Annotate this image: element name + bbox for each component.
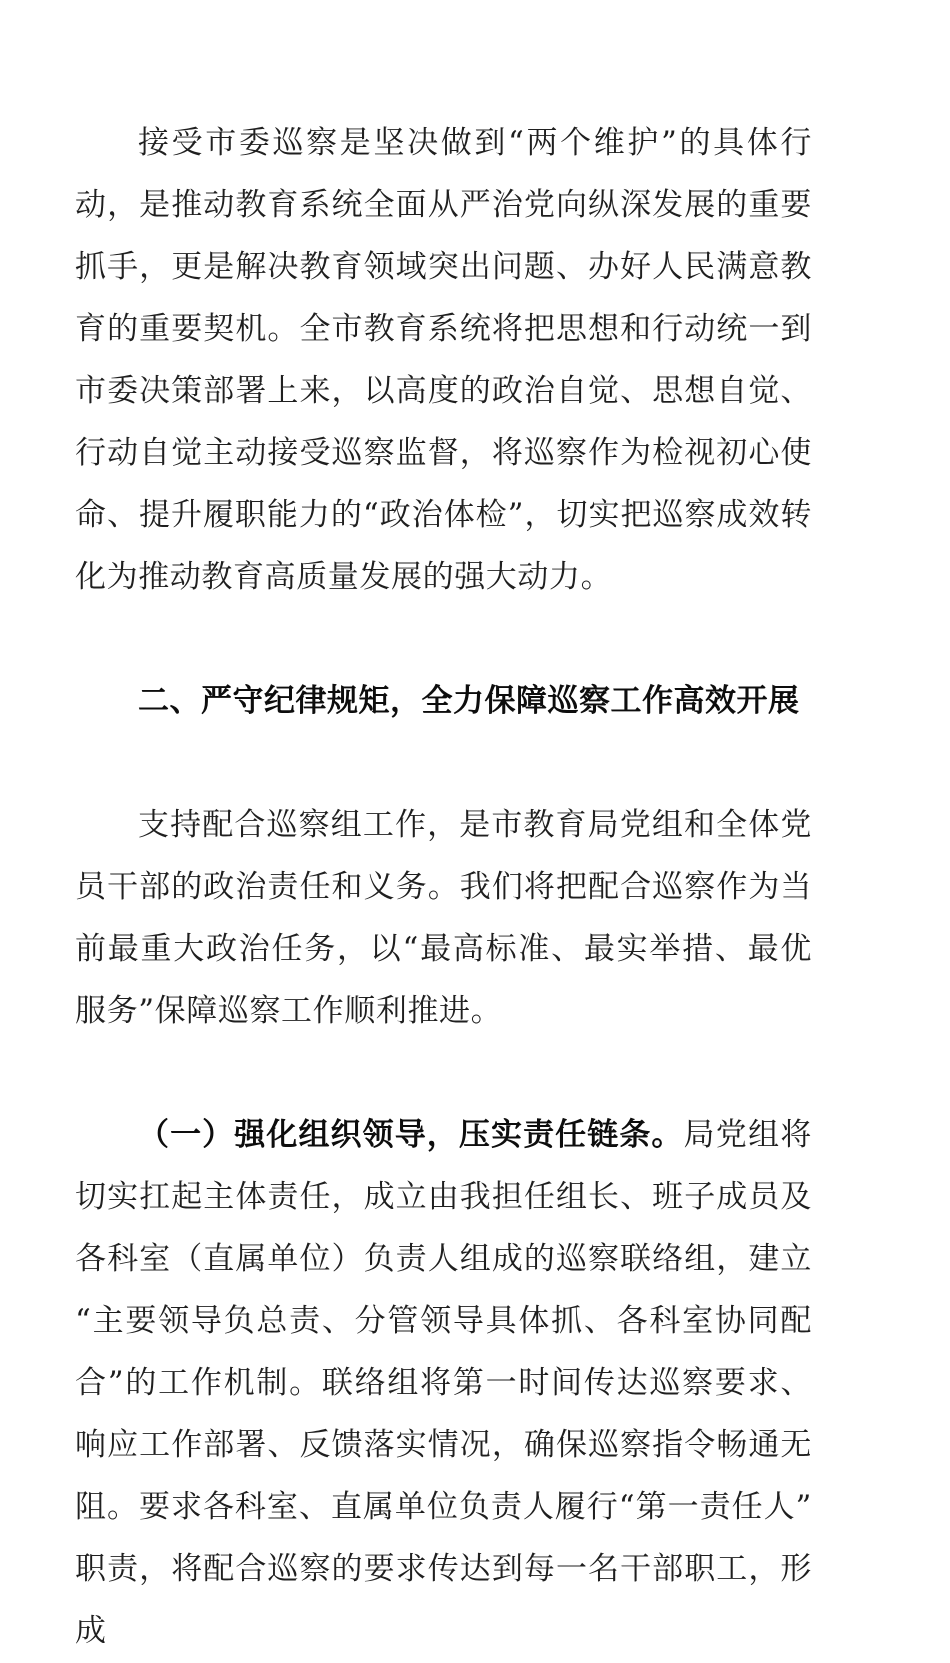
paragraph-section-two-intro: 支持配合巡察组工作，是市教育局党组和全体党员干部的政治责任和义务。我们将把配合巡察作为当前最重大政治任务，以“最高标准、最实举措、最优服务”保障巡察工作顺利推进。 (75, 807, 812, 1029)
paragraph-gap-2 (75, 732, 812, 794)
paragraph-gap-3 (75, 1042, 812, 1104)
heading-section-two: 二、严守纪律规矩，全力保障巡察工作高效开展 (138, 683, 800, 718)
paragraph-subsection-one (75, 1104, 812, 1662)
subsection-one-lead-in: （一）强化组织领导，压实责任链条。 (138, 1117, 684, 1152)
document-body (75, 112, 812, 1663)
paragraph-gap-1 (75, 608, 812, 670)
paragraph-intro: 接受市委巡察是坚决做到“两个维护”的具体行动，是推动教育系统全面从严治党向纵深发展的重要抓手，更是解决教育领域突出问题、办好人民满意教育的重要契机。全市教育系统将把思想和行动统一到市委决策部署上来，以高度的政治自觉、思想自觉、行动自觉主动接受巡察监督，将巡察作为检视初心使命、提升履职能力的“政治体检”，切实把巡察成效转化为推动教育高质量发展的强大动力。 (75, 125, 812, 595)
subsection-one-body: 局党组将切实扛起主体责任，成立由我担任组长、班子成员及各科室（直属单位）负责人组成的巡察联络组，建立“主要领导负总责、分管领导具体抓、各科室协同配合”的工作机制。联络组将第一时间传达巡察要求、响应工作部署、反馈落实情况，确保巡察指令畅通无阻。要求各科室、直属单位负责人履行“第一责任人”职责，将配合巡察的要求传达到每一名干部职工，形成 (75, 1117, 812, 1649)
